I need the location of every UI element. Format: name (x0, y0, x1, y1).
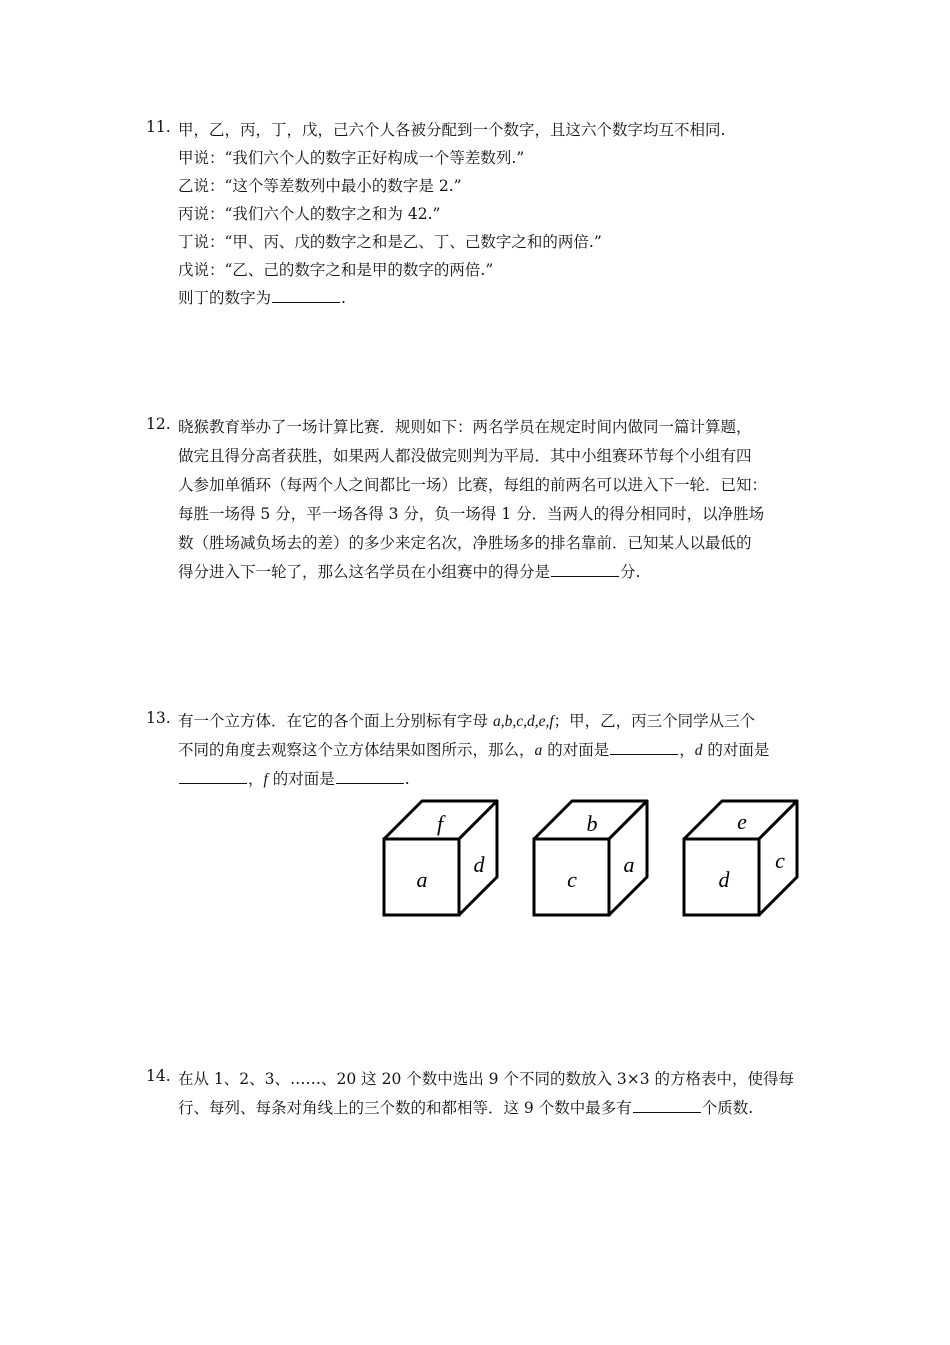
cube-2-front-label: c (567, 867, 577, 892)
question-prompt (178, 560, 640, 582)
cube-3-top-label: e (737, 809, 747, 834)
cube-1-side-label: d (473, 852, 485, 877)
cube-2 (534, 801, 647, 915)
question-number: 14. (146, 1067, 171, 1085)
prompt-text: 则丁的数字为 (178, 289, 272, 307)
question-number: 11. (146, 118, 171, 136)
answer-blank[interactable] (633, 1097, 701, 1113)
cube-3-side-label: c (775, 848, 785, 873)
text-segment: 不同的角度去观察这个立方体结果如图所示，那么， (178, 741, 535, 759)
question-number: 12. (146, 415, 171, 433)
question-prompt (178, 286, 346, 308)
text-segment: . (404, 770, 410, 788)
text-segment: ；甲，乙，丙三个同学从三个 (553, 712, 756, 730)
cube-2-top-label: b (586, 811, 598, 836)
question-prompt (178, 1096, 753, 1118)
question-text-line: 晓猴教育举办了一场计算比赛．规则如下：两名学员在规定时间内做同一篇计算题， (178, 418, 752, 436)
text-segment: 的对面是 (542, 741, 610, 759)
prompt-end: . (341, 289, 346, 307)
question-number: 13. (146, 709, 171, 727)
cube-3-front-label: d (718, 867, 730, 892)
statement-jia: 甲说：“我们六个人的数字正好构成一个等差数列.” (178, 149, 525, 167)
question-text-line: 在从 1、2、3、……、20 这 20 个数中选出 9 个不同的数放入 3×3 的方格表中，使得每 (178, 1070, 795, 1088)
question-text-line: 做完且得分高者获胜，如果两人都没做完则判为平局．其中小组赛环节每个小组有四 (178, 447, 752, 465)
face-letters: a,b,c,d,e,f (492, 713, 554, 730)
prompt-end: 个质数. (701, 1099, 754, 1117)
answer-blank[interactable] (551, 561, 619, 577)
cube-figures (380, 798, 800, 920)
prompt-text: 得分进入下一轮了，那么这名学员在小组赛中的得分是 (178, 563, 551, 581)
answer-blank-a[interactable] (610, 739, 678, 755)
cube-1-top-label: f (436, 811, 444, 836)
statement-wu: 戊说：“乙、己的数字之和是甲的数字的两倍.” (178, 261, 494, 279)
letter-d: d (694, 742, 703, 759)
question-text-line (178, 738, 769, 760)
cube-1-front-label: a (416, 867, 428, 892)
question-text-line (178, 709, 755, 731)
text-segment: 有一个立方体．在它的各个面上分别标有字母 (178, 712, 493, 730)
answer-blank[interactable] (272, 287, 340, 303)
prompt-end: 分. (620, 563, 641, 581)
cube-3 (684, 801, 797, 915)
statement-bing: 丙说：“我们六个人的数字之和为 42.” (178, 205, 441, 223)
statement-yi: 乙说：“这个等差数列中最小的数字是 2.” (178, 177, 462, 195)
answer-blank-f[interactable] (336, 768, 404, 784)
answer-blank-d[interactable] (179, 768, 247, 784)
letter-f: f (263, 771, 268, 788)
cube-1 (384, 801, 497, 915)
text-segment: 的对面是 (267, 770, 335, 788)
prompt-text: 行、每列、每条对角线上的三个数的和都相等．这 9 个数中最多有 (178, 1099, 632, 1117)
text-segment: ， (248, 770, 264, 788)
question-text-line: 人参加单循环（每两个人之间都比一场）比赛，每组的前两名可以进入下一轮．已知： (178, 476, 768, 494)
statement-ding: 丁说：“甲、丙、戊的数字之和是乙、丁、己数字之和的两倍.” (178, 233, 602, 251)
question-text-line: 每胜一场得 5 分，平一场各得 3 分，负一场得 1 分．当两人的得分相同时，以净胜场 (178, 505, 765, 523)
text-segment: 的对面是 (702, 741, 770, 759)
question-text: 甲，乙，丙，丁，戊，己六个人各被分配到一个数字，且这六个数字均互不相同. (178, 121, 726, 139)
text-segment: ， (679, 741, 695, 759)
question-text-line: 数（胜场减负场去的差）的多少来定名次，净胜场多的排名靠前．已知某人以最低的 (178, 534, 752, 552)
question-text-line (178, 767, 410, 789)
letter-a: a (534, 742, 543, 759)
cube-diagram (380, 798, 800, 920)
cube-2-side-label: a (623, 852, 635, 877)
